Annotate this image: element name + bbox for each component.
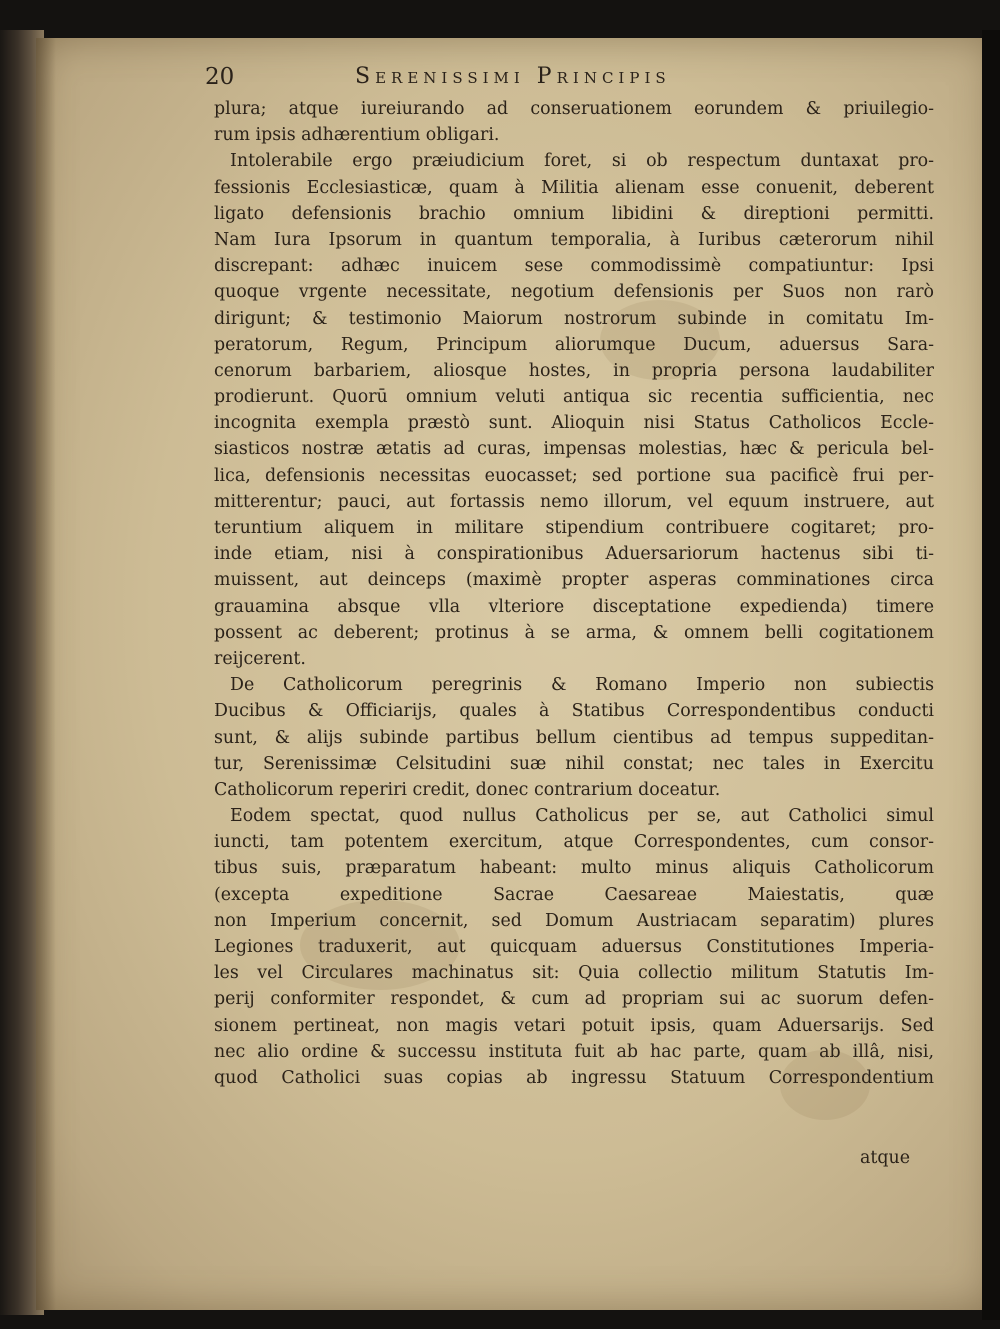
text-line: Catholicorum reperiri credit, donec contrarium doceatur. [214, 779, 721, 800]
text-line: muissent, aut deinceps (maximè propter asperas comminationes circa [214, 570, 934, 591]
text-line: lica, defensionis necessitas euocasset; sed portione sua pacificè frui per- [214, 465, 934, 486]
scan-right-edge [982, 30, 1000, 1320]
text-line: rum ipsis adhærentium obligari. [214, 125, 500, 146]
text-line: fessionis Ecclesiasticæ, quam à Militia alienam esse conuenit, deberent [214, 177, 934, 198]
text-line: tibus suis, præparatum habeant: multo minus aliquis Catholicorum [214, 858, 934, 879]
text-line: peratorum, Regum, Principum aliorumque Ducum, aduersus Sara- [214, 334, 934, 355]
text-line: Ducibus & Officiarijs, quales à Statibus Correspondentibus conducti [214, 701, 934, 722]
text-line: prodierunt. Quorū omnium veluti antiqua sic recentia sufficientia, nec [214, 387, 934, 408]
text-line: sunt, & alijs subinde partibus bellum cientibus ad tempus suppeditan- [214, 727, 934, 748]
page-number: 20 [205, 64, 235, 90]
text-line: Nam Iura Ipsorum in quantum temporalia, à Iuribus cæterorum nihil [214, 229, 934, 250]
text-line: mitterentur; pauci, aut fortassis nemo illorum, vel equum instruere, aut [214, 491, 934, 512]
text-line: siasticos nostræ ætatis ad curas, impensas molestias, hæc & pericula bel- [214, 439, 934, 460]
text-line: Eodem spectat, quod nullus Catholicus per se, aut Catholici simul [230, 806, 934, 827]
text-line: sionem pertineat, non magis vetari potuit ipsis, quam Aduersarijs. Sed [214, 1015, 934, 1036]
text-line: non Imperium concernit, sed Domum Austriacam separatim) plures [214, 910, 934, 931]
text-line: quod Catholici suas copias ab ingressu Statuum Correspondentium [214, 1067, 934, 1088]
binding-shadow [36, 38, 56, 1310]
text-line: De Catholicorum peregrinis & Romano Imperio non subiectis [230, 675, 934, 696]
text-line: possent ac deberent; protinus à se arma, & omnem belli cogitationem [214, 622, 934, 643]
text-line: dirigunt; & testimonio Maiorum nostrorum subinde in comitatu Im- [214, 308, 934, 329]
text-line: Legiones traduxerit, aut quicquam aduersus Constitutiones Imperia- [214, 937, 934, 957]
running-title: Serenissimi Principis [355, 64, 671, 89]
running-head [205, 64, 775, 94]
text-line: grauamina absque vlla vlteriore disceptatione expedienda) timere [214, 596, 934, 617]
text-line: plura; atque iureiurando ad conseruationem eorundem & priuilegio- [214, 99, 934, 119]
text-line: discrepant: adhæc inuicem sese commodissimè compatiuntur: Ipsi [214, 256, 934, 277]
catchword: atque [860, 1148, 910, 1168]
text-line: les vel Circulares machinatus sit: Quia collectio militum Statutis Im- [214, 963, 934, 984]
text-line: iuncti, tam potentem exercitum, atque Correspondentes, cum consor- [214, 832, 934, 853]
text-line: perij conformiter respondet, & cum ad propriam sui ac suorum defen- [214, 989, 934, 1010]
text-line: tur, Serenissimæ Celsitudini suæ nihil constat; nec tales in Exercitu [214, 753, 934, 774]
text-line: Intolerabile ergo præiudicium foret, si ob respectum duntaxat pro- [230, 151, 934, 172]
text-line: cenorum barbariem, aliosque hostes, in propria persona laudabiliter [214, 360, 934, 381]
text-line: (excepta expeditione Sacrae Caesareae Maiestatis, quæ [214, 884, 934, 905]
text-line: reijcerent. [214, 648, 306, 669]
text-line: ligato defensionis brachio omnium libidini & direptioni permitti. [214, 203, 934, 224]
text-line: teruntium aliquem in militare stipendium contribuere cogitaret; pro- [214, 518, 934, 538]
text-line: incognita exempla præstò sunt. Alioquin nisi Status Catholicos Eccle- [214, 413, 934, 434]
text-line: quoque vrgente necessitate, negotium defensionis per Suos non rarò [214, 282, 934, 303]
text-line: inde etiam, nisi à conspirationibus Aduersariorum hactenus sibi ti- [214, 544, 934, 565]
text-line: nec alio ordine & successu instituta fuit ab hac parte, quam ab illâ, nisi, [214, 1041, 934, 1062]
body-text [214, 96, 934, 1186]
